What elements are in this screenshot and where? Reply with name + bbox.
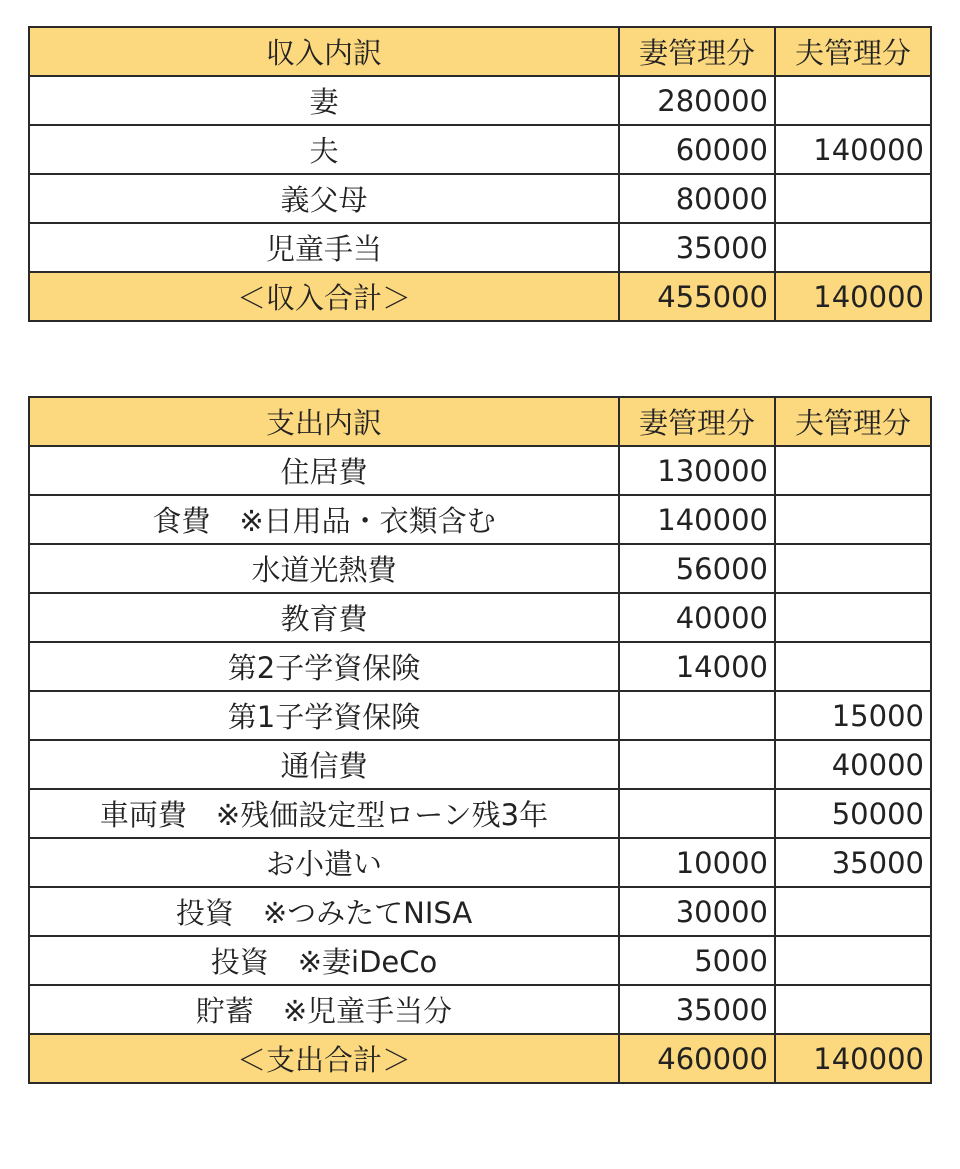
- row-wife-amount: [619, 691, 775, 740]
- expense-table: [28, 396, 932, 1084]
- row-label: 第1子学資保険: [29, 691, 619, 740]
- table-row: [29, 76, 931, 125]
- row-husband-amount: 50000: [775, 789, 931, 838]
- income-total-label: ＜収入合計＞: [29, 272, 619, 321]
- row-wife-amount: 40000: [619, 593, 775, 642]
- row-wife-amount: 30000: [619, 887, 775, 936]
- income-total-wife: 455000: [619, 272, 775, 321]
- expense-total-wife: 460000: [619, 1034, 775, 1083]
- row-label: 食費 ※日用品・衣類含む: [29, 495, 619, 544]
- row-label: 投資 ※つみたてNISA: [29, 887, 619, 936]
- row-husband-amount: [775, 223, 931, 272]
- row-husband-amount: [775, 887, 931, 936]
- income-header-row: [29, 27, 931, 76]
- table-row: [29, 495, 931, 544]
- expense-header-row: [29, 397, 931, 446]
- row-wife-amount: 80000: [619, 174, 775, 223]
- row-wife-amount: 140000: [619, 495, 775, 544]
- table-row: [29, 887, 931, 936]
- expense-total-label: ＜支出合計＞: [29, 1034, 619, 1083]
- row-wife-amount: 14000: [619, 642, 775, 691]
- income-header-category: 収入内訳: [29, 27, 619, 76]
- expense-header-husband: 夫管理分: [775, 397, 931, 446]
- table-row: [29, 642, 931, 691]
- row-wife-amount: 130000: [619, 446, 775, 495]
- table-row: [29, 838, 931, 887]
- row-label: 住居費: [29, 446, 619, 495]
- row-label: お小遣い: [29, 838, 619, 887]
- table-row: [29, 740, 931, 789]
- expense-total-row: [29, 1034, 931, 1083]
- table-row: [29, 174, 931, 223]
- row-husband-amount: [775, 985, 931, 1034]
- income-total-row: [29, 272, 931, 321]
- row-label: 水道光熱費: [29, 544, 619, 593]
- row-label: 夫: [29, 125, 619, 174]
- row-label: 教育費: [29, 593, 619, 642]
- row-label: 第2子学資保険: [29, 642, 619, 691]
- expense-table-body: [29, 397, 931, 1083]
- row-wife-amount: 60000: [619, 125, 775, 174]
- row-husband-amount: [775, 936, 931, 985]
- table-row: [29, 544, 931, 593]
- income-table: [28, 26, 932, 322]
- row-husband-amount: [775, 593, 931, 642]
- row-husband-amount: 15000: [775, 691, 931, 740]
- row-husband-amount: [775, 544, 931, 593]
- row-label: 児童手当: [29, 223, 619, 272]
- income-header-wife: 妻管理分: [619, 27, 775, 76]
- row-wife-amount: 5000: [619, 936, 775, 985]
- table-row: [29, 691, 931, 740]
- expense-header-wife: 妻管理分: [619, 397, 775, 446]
- table-row: [29, 789, 931, 838]
- row-husband-amount: [775, 76, 931, 125]
- row-wife-amount: 56000: [619, 544, 775, 593]
- row-wife-amount: 280000: [619, 76, 775, 125]
- expense-header-category: 支出内訳: [29, 397, 619, 446]
- expense-total-husband: 140000: [775, 1034, 931, 1083]
- row-husband-amount: [775, 446, 931, 495]
- row-husband-amount: [775, 174, 931, 223]
- row-husband-amount: 40000: [775, 740, 931, 789]
- row-label: 妻: [29, 76, 619, 125]
- row-husband-amount: 140000: [775, 125, 931, 174]
- row-label: 車両費 ※残価設定型ローン残3年: [29, 789, 619, 838]
- row-label: 通信費: [29, 740, 619, 789]
- row-wife-amount: [619, 740, 775, 789]
- row-wife-amount: 35000: [619, 985, 775, 1034]
- table-row: [29, 125, 931, 174]
- row-label: 義父母: [29, 174, 619, 223]
- row-label: 投資 ※妻iDeCo: [29, 936, 619, 985]
- row-husband-amount: [775, 642, 931, 691]
- table-row: [29, 593, 931, 642]
- income-total-husband: 140000: [775, 272, 931, 321]
- row-label: 貯蓄 ※児童手当分: [29, 985, 619, 1034]
- row-husband-amount: [775, 495, 931, 544]
- table-row: [29, 985, 931, 1034]
- row-wife-amount: 35000: [619, 223, 775, 272]
- income-table-body: [29, 27, 931, 321]
- income-header-husband: 夫管理分: [775, 27, 931, 76]
- table-row: [29, 223, 931, 272]
- row-wife-amount: 10000: [619, 838, 775, 887]
- table-row: [29, 936, 931, 985]
- row-husband-amount: 35000: [775, 838, 931, 887]
- table-row: [29, 446, 931, 495]
- row-wife-amount: [619, 789, 775, 838]
